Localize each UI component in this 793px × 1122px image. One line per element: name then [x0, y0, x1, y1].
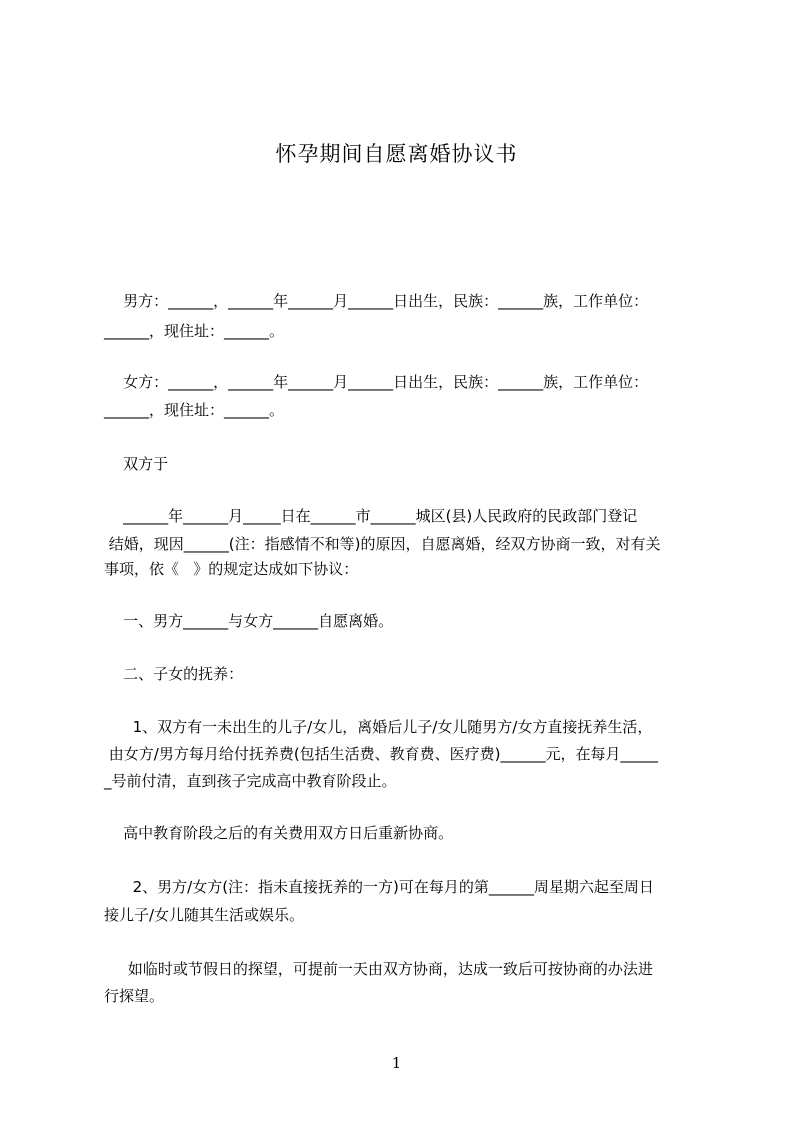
- paragraph-line: 结婚，现因______(注：指感情不和等)的原因，自愿离婚，经双方协商一致，对有关: [104, 535, 661, 553]
- document-title: 怀孕期间自愿离婚协议书: [275, 142, 518, 166]
- paragraph-line: 1、双方有一未出生的儿子/女儿，离婚后儿子/女儿随男方/女方直接抚养生活，: [104, 718, 653, 736]
- paragraph-line: _号前付清，直到孩子完成高中教育阶段止。: [104, 772, 397, 790]
- both-parties-paragraph: 双方于: [104, 455, 169, 473]
- paragraph-line: 事项，依《 》的规定达成如下协议：: [104, 560, 359, 578]
- paragraph-line: 女方：______，______年______月______日出生，民族：______族，工作单位：: [104, 373, 649, 391]
- paragraph-line: 2、男方/女方(注：指未直接抚养的一方)可在每月的第______周星期六起至周日: [104, 878, 654, 896]
- paragraph-line: ______，现住址：______。: [104, 322, 285, 340]
- section-2-heading: 二、子女的抚养：: [104, 665, 244, 683]
- paragraph-line: ______年______月_____日在______市______城区(县)人民政府的民政部门登记: [104, 507, 638, 525]
- paragraph-line: 由女方/男方每月给付抚养费(包括生活费、教育费、医疗费)______元，在每月_____: [104, 745, 659, 763]
- paragraph-line: ______，现住址：______。: [104, 401, 285, 419]
- paragraph-line: 行探望。: [104, 987, 165, 1005]
- page-number: 1: [391, 1054, 402, 1072]
- paragraph-line: 接儿子/女儿随其生活或娱乐。: [104, 906, 305, 924]
- paragraph-line: 如临时或节假日的探望，可提前一天由双方协商，达成一致后可按协商的办法进: [104, 960, 653, 978]
- after-high-school-paragraph: 高中教育阶段之后的有关费用双方日后重新协商。: [104, 824, 454, 842]
- section-1-heading: 一、男方______与女方______自愿离婚。: [104, 612, 394, 630]
- paragraph-line: 男方：______，______年______月______日出生，民族：______族，工作单位：: [104, 292, 649, 310]
